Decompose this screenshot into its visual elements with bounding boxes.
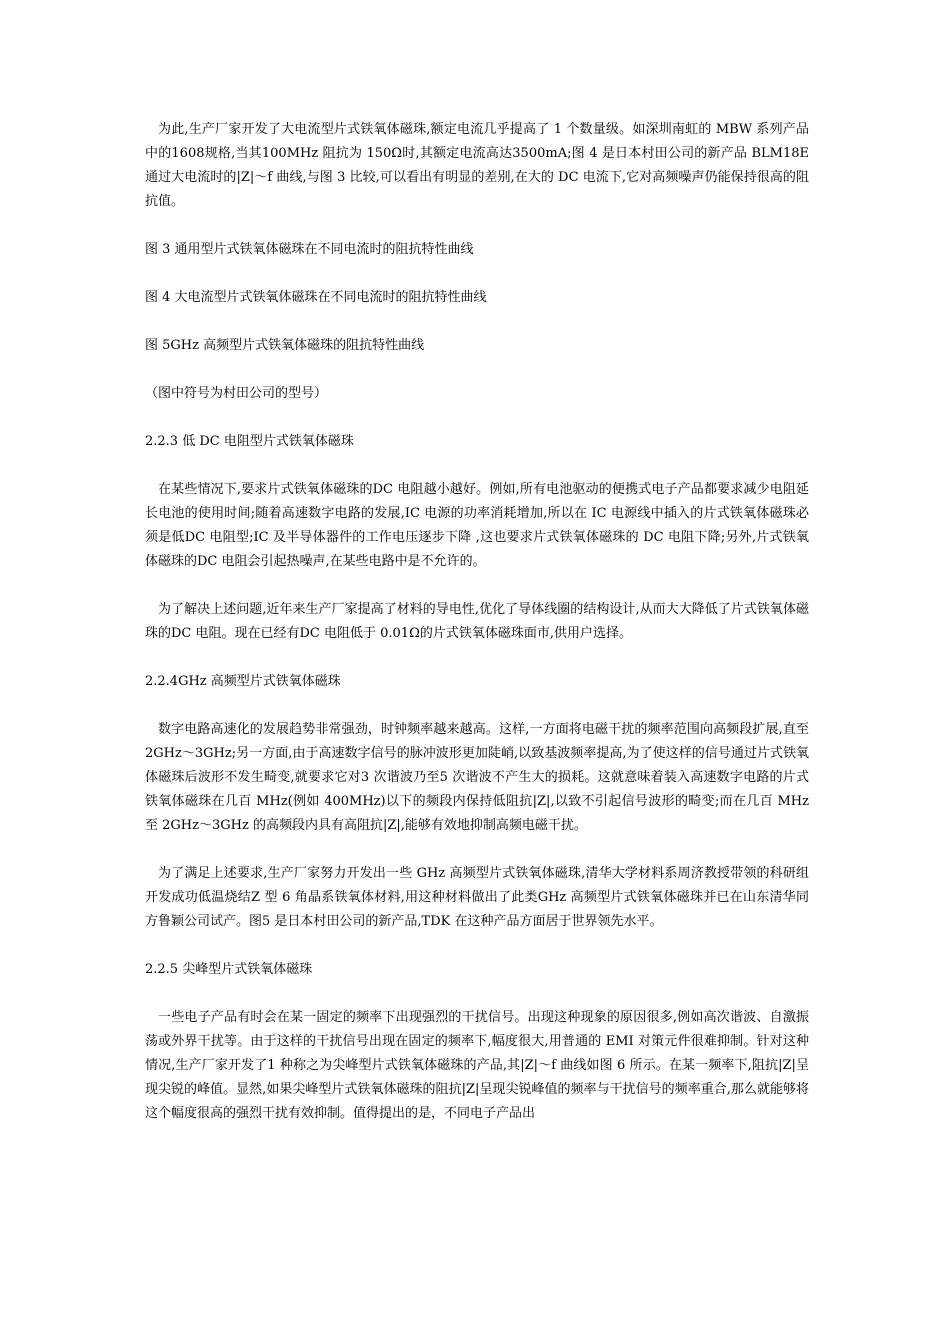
paragraph-peak-type-beads: 一些电子产品有时会在某一固定的频率下出现强烈的干扰信号。出现这种现象的原因很多,例如高次谐波、自激振荡或外界干扰等。由于这样的干扰信号出现在固定的频率下,幅度很大,用普通的 EMI 对策元件很难抑制。针对这种情况,生产厂家开发了1 种称之为尖峰型片式铁氧体磁珠的产品,其|Z|～f 曲线如图 6 所示。在某一频率下,阻抗|Z|呈现尖锐的峰值。显然,如果尖峰型片式铁氧体磁珠的阻抗|Z|呈现尖锐峰值的频率与干扰信号的频率重合,那么就能够将这个幅度很高的强烈干扰有效抑制。值得提出的是，不同电子产品出 [145,1010,809,1121]
document-page [145,118,809,1150]
figure-caption-3: 图 3 通用型片式铁氧体磁珠在不同电流时的阻抗特性曲线 [145,242,474,257]
figure-caption-5: 图 5GHz 高频型片式铁氧体磁珠的阻抗特性曲线 [145,338,425,353]
paragraph-ghz-requirements: 数字电路高速化的发展趋势非常强劲，时钟频率越来越高。这样,一方面将电磁干扰的频率范围向高频段扩展,直至 2GHz～3GHz;另一方面,由于高速数字信号的脉冲波形更加陡峭,以致基波频率提高,为了使这样的信号通过片式铁氧体磁珠后波形不发生畸变,就要求它对3 次谐波乃至5 次谐波不产生大的损耗。这就意味着装入高速数字电路的片式铁氧体磁珠在几百 MHz(例如 400MHz)以下的频段内保持低阻抗|Z|,以致不引起信号波形的畸变;而在几百 MHz 至 2GHz～3GHz 的高频段内具有高阻抗|Z|,能够有效地抑制高频电磁干扰。 [145,722,809,833]
paragraph-ghz-development: 为了满足上述要求,生产厂家努力开发出一些 GHz 高频型片式铁氧体磁珠,清华大学材料系周济教授带领的科研组开发成功低温烧结Z 型 6 角晶系铁氧体材料,用这种材料做出了此类GHz 高频型片式铁氧体磁珠并已在山东清华同方鲁颖公司试产。图5 是日本村田公司的新产品,TDK 在这种产品方面居于世界领先水平。 [145,866,809,929]
paragraph-low-dc-resistance: 在某些情况下,要求片式铁氧体磁珠的DC 电阻越小越好。例如,所有电池驱动的便携式电子产品都要求减少电阻延长电池的使用时间;随着高速数字电路的发展,IC 电源的功率消耗增加,所以在 IC 电源线中插入的片式铁氧体磁珠必须是低DC 电阻型;IC 及半导体器件的工作电压逐步下降 ,这也要求片式铁氧体磁珠的 DC 电阻下降;另外,片式铁氧体磁珠的DC 电阻会引起热噪声,在某些电路中是不允许的。 [145,482,809,569]
paragraph-high-current-beads: 为此,生产厂家开发了大电流型片式铁氧体磁珠,额定电流几乎提高了 1 个数量级。如深圳南虹的 MBW 系列产品中的1608规格,当其100MHz 阻抗为 150Ω时,其额定电流高达3500mA;图 4 是日本村田公司的新产品 BLM18E 通过大电流时的|Z|～f 曲线,与图 3 比较,可以看出有明显的差别,在大的 DC 电流下,它对高频噪声仍能保持很高的阻抗值。 [145,122,809,209]
section-heading-2-2-5: 2.2.5 尖峰型片式铁氧体磁珠 [145,962,313,977]
figure-caption-4: 图 4 大电流型片式铁氧体磁珠在不同电流时的阻抗特性曲线 [145,290,487,305]
paragraph-dc-resistance-solution: 为了解决上述问题,近年来生产厂家提高了材料的导电性,优化了导体线圈的结构设计,从而大大降低了片式铁氧体磁珠的DC 电阻。现在已经有DC 电阻低于 0.01Ω的片式铁氧体磁珠面市,供用户选择。 [145,602,809,641]
section-heading-2-2-3: 2.2.3 低 DC 电阻型片式铁氧体磁珠 [145,434,354,449]
section-heading-2-2-4: 2.2.4GHz 高频型片式铁氧体磁珠 [145,674,341,689]
figure-note: （图中符号为村田公司的型号） [145,386,328,401]
